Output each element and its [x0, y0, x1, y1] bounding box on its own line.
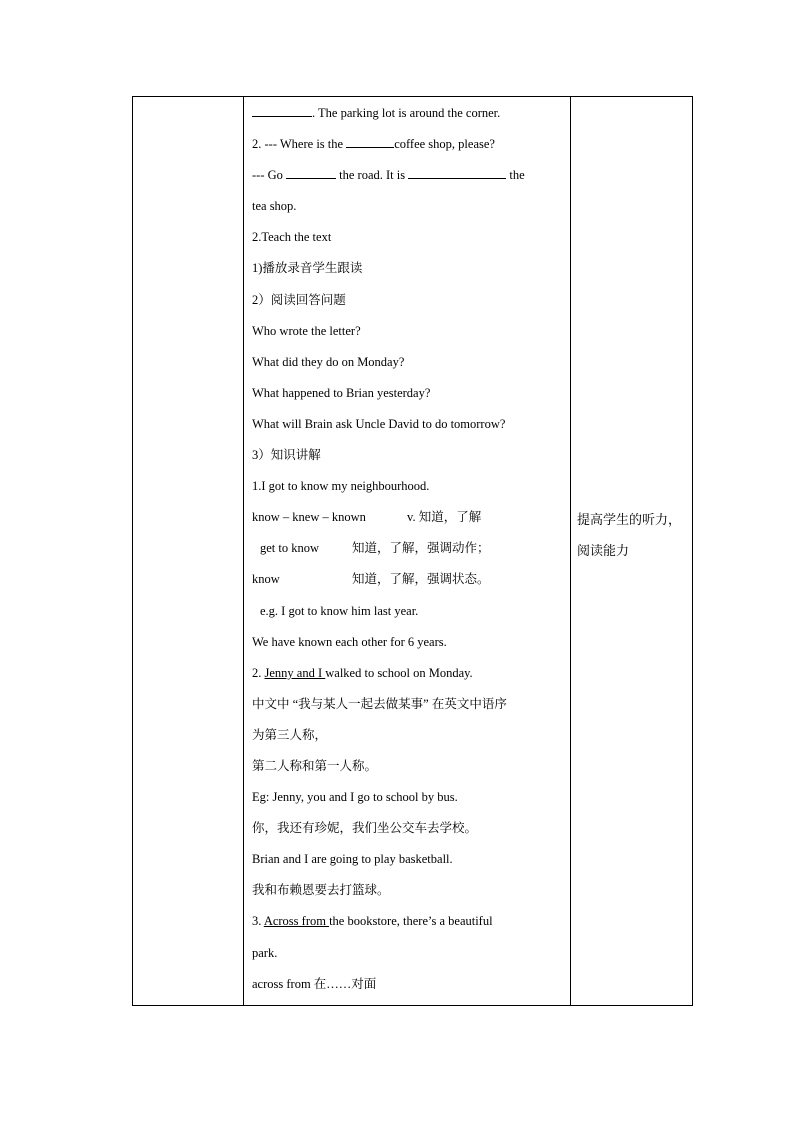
lesson-plan-table: [132, 96, 693, 1006]
text-line: 3）知识讲解: [252, 448, 321, 463]
text-line: 1)播放录音学生跟读: [252, 261, 363, 276]
fill-blank: [252, 103, 312, 117]
text-line: Brian and I are going to play basketball.: [252, 852, 453, 867]
text-line: 1.I got to know my neighbourhood.: [252, 479, 430, 494]
text-line: 中文中 “我与某人一起去做某事” 在英文中语序: [252, 696, 507, 711]
text-line: know 知道，了解，强调状态。: [252, 572, 490, 587]
text-line: 2. --- Where is the coffee shop, please?: [252, 134, 564, 165]
question-line: What did they do on Monday?: [252, 354, 405, 369]
text-line: Eg: Jenny, you and I go to school by bus.: [252, 790, 458, 805]
text-line: know – knew – known v. 知道，了解: [252, 510, 482, 525]
question-line: Who wrote the letter?: [252, 323, 361, 338]
question-line: What will Brain ask Uncle David to do tomorrow?: [252, 416, 506, 431]
text-line: e.g. I got to know him last year.: [260, 603, 419, 618]
fill-blank: [346, 134, 394, 148]
text-line: 我和布赖恩要去打篮球。: [252, 883, 390, 898]
question-line: What happened to Brian yesterday?: [252, 385, 431, 400]
text-line: 第二人称和第一人称。: [252, 758, 378, 773]
text-line: tea shop.: [252, 199, 297, 214]
text-line: get to know 知道，了解，强调动作；: [260, 541, 490, 556]
text-line: 2）阅读回答问题: [252, 292, 346, 307]
section-heading: 2.Teach the text: [252, 230, 332, 245]
text-line: 为第三人称，: [252, 727, 328, 742]
intent-line: 提高学生的听力，: [577, 512, 682, 527]
left-column-cell: [133, 97, 244, 1006]
text-line: park.: [252, 945, 278, 960]
text-line: --- Go the road. It is the: [252, 165, 564, 196]
table-row: [133, 97, 693, 1006]
fill-blank: [408, 165, 506, 179]
intent-line: 阅读能力: [577, 543, 630, 558]
design-intent-cell: [571, 97, 693, 1006]
text-line: 你，我还有珍妮，我们坐公交车去学校。: [252, 821, 478, 836]
text-line: 3. Across from the bookstore, there’s a beautiful: [252, 914, 493, 929]
text-line: 2. Jenny and I walked to school on Monday.: [252, 665, 473, 680]
teaching-content-cell: [244, 97, 571, 1006]
text-line: across from 在……对面: [252, 976, 377, 991]
text-line: We have known each other for 6 years.: [252, 634, 447, 649]
fill-blank: [286, 165, 336, 179]
text-line: . The parking lot is around the corner.: [252, 103, 564, 134]
